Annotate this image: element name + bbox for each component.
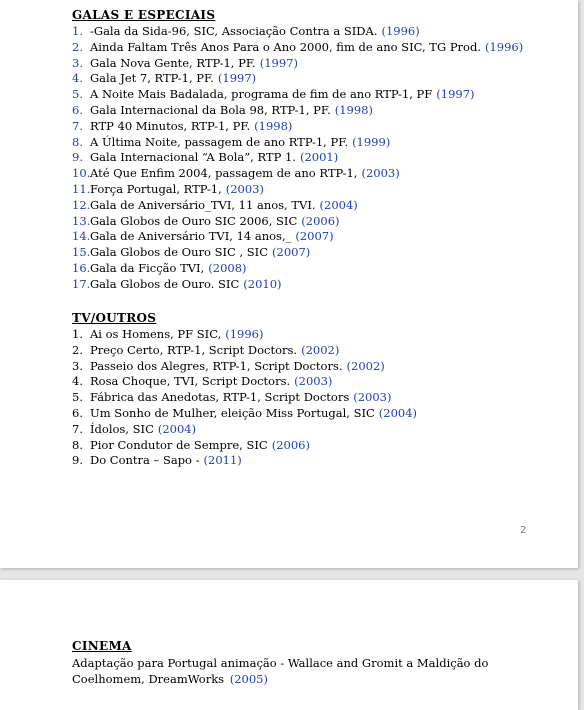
list-item-year: (2002) — [301, 342, 340, 357]
list-item-year: (1996) — [485, 39, 524, 54]
galas-list — [72, 24, 552, 293]
list-number: 14. — [72, 229, 91, 244]
list-item-text: Gala Internacional da Bola 98, RTP-1, PF. — [90, 102, 331, 117]
list-item-year: (2003) — [361, 166, 400, 181]
galas-list-item — [72, 24, 552, 40]
tv-outros-list-item — [72, 327, 552, 343]
list-item-text: A Noite Mais Badalada, programa de fim de ano RTP-1, PF — [90, 87, 433, 102]
list-item-text: Um Sonho de Mulher, eleição Miss Portugal, SIC — [90, 405, 375, 420]
tv-outros-list-item — [72, 438, 552, 454]
list-item-text: Gala Internacional “A Bola”, RTP 1. — [90, 150, 296, 165]
list-item-text: Fábrica das Anedotas, RTP-1, Script Doctors — [90, 390, 350, 405]
list-item-text: Gala Globos de Ouro SIC 2006, SIC — [90, 213, 298, 228]
list-number: 2. — [72, 39, 83, 54]
list-number: 3. — [72, 358, 83, 373]
list-item-text: Ai os Homens, PF SIC, — [90, 327, 222, 341]
tv-outros-list-item — [72, 390, 552, 406]
list-item-text: Rosa Choque, TVI, Script Doctors. — [90, 374, 291, 389]
list-number: 9. — [72, 453, 83, 468]
list-number: 4. — [72, 71, 83, 86]
list-item-year: (1997) — [436, 87, 475, 102]
list-item-text: Pior Condutor de Sempre, SIC — [90, 437, 268, 452]
list-item-year: (1996) — [225, 327, 264, 341]
galas-list-item — [72, 229, 552, 245]
list-item-text: Gala de Aniversário TVI, 14 anos,_ — [90, 229, 292, 244]
list-number: 1. — [72, 24, 83, 38]
list-item-year: (1996) — [381, 24, 420, 38]
galas-list-item — [72, 166, 552, 182]
list-item-text: Ainda Faltam Três Anos Para o Ano 2000, fim de ano SIC, TG Prod. — [90, 39, 481, 54]
list-number: 4. — [72, 374, 83, 389]
list-number: 9. — [72, 150, 83, 165]
list-number: 5. — [72, 87, 83, 102]
list-number: 11. — [72, 181, 91, 196]
list-item-year: (2004) — [378, 405, 418, 420]
list-number: 3. — [72, 55, 83, 70]
tv-outros-list-item — [72, 453, 552, 469]
list-item-year: (2006) — [271, 437, 310, 452]
list-item-year: (2006) — [301, 213, 340, 228]
list-item-text: Gala Globos de Ouro SIC , SIC — [90, 245, 269, 260]
list-item-year: (2011) — [203, 453, 242, 468]
tv-outros-list-item — [72, 343, 552, 359]
list-number: 12. — [72, 197, 91, 212]
list-item-year: (2001) — [299, 150, 339, 165]
list-item-year: (1997) — [259, 55, 298, 70]
list-item-text: Do Contra – Sapo - — [90, 453, 200, 468]
galas-list-item — [72, 103, 552, 119]
tv-outros-list-item — [72, 422, 552, 438]
list-item-year: (2002) — [346, 358, 385, 373]
galas-list-item — [72, 87, 552, 103]
list-number: 13. — [72, 213, 91, 228]
list-item-year: (1997) — [217, 71, 257, 86]
cinema-entry — [72, 655, 542, 687]
list-number: 16. — [72, 260, 91, 275]
galas-list-item — [72, 214, 552, 230]
galas-list-item — [72, 198, 552, 214]
list-item-text: Gala Globos de Ouro. SIC — [90, 276, 240, 291]
list-item-year: (2003) — [353, 390, 392, 405]
list-item-year: (2003) — [225, 181, 264, 196]
list-item-year: (2010) — [243, 276, 282, 291]
list-item-text: A Última Noite, passagem de ano RTP-1, PF. — [90, 134, 349, 149]
list-number: 7. — [72, 421, 83, 436]
list-number: 17. — [72, 276, 91, 291]
list-number: 15. — [72, 245, 91, 260]
list-item-text: Preço Certo, RTP-1, Script Doctors. — [90, 342, 298, 357]
list-item-text: -Gala da Sida-96, SIC, Associação Contra a SIDA. — [90, 24, 378, 38]
list-item-text: Gala Nova Gente, RTP-1, PF. — [90, 55, 256, 70]
galas-list-item — [72, 119, 552, 135]
list-item-year: (2004) — [157, 421, 197, 436]
list-number: 6. — [72, 102, 83, 117]
list-item-text: Gala da Ficção TVI, — [90, 260, 205, 275]
list-item-text: RTP 40 Minutos, RTP-1, PF. — [90, 118, 251, 133]
galas-list-item — [72, 56, 552, 72]
list-item-text: Até Que Enfim 2004, passagem de ano RTP-1, — [90, 166, 358, 181]
cinema-entry-text: Adaptação para Portugal animação - Wallace and Gromit a Maldição do Coelhomem, DreamWorks — [72, 656, 489, 686]
list-number: 2. — [72, 342, 83, 357]
list-number: 8. — [72, 134, 83, 149]
galas-list-item — [72, 277, 552, 293]
galas-list-item — [72, 150, 552, 166]
page-number: 2 — [520, 525, 527, 536]
galas-list-item — [72, 245, 552, 261]
list-item-year: (2003) — [294, 374, 333, 389]
tv-outros-list-item — [72, 359, 552, 375]
list-item-year: (1999) — [352, 134, 391, 149]
list-number: 10. — [72, 166, 91, 181]
galas-list-item — [72, 261, 552, 277]
galas-list-item — [72, 135, 552, 151]
list-item-text: Passeio dos Alegres, RTP-1, Script Doctors. — [90, 358, 343, 373]
list-item-year: (1998) — [254, 118, 293, 133]
cinema-entry-year: (2005) — [229, 672, 268, 686]
list-number: 6. — [72, 405, 83, 420]
list-item-year: (2007) — [272, 245, 311, 260]
galas-list-item — [72, 71, 552, 87]
tv-outros-list-item — [72, 374, 552, 390]
tv-outros-list — [72, 327, 552, 469]
list-item-text: Gala de Aniversário_TVI, 11 anos, TVI. — [90, 197, 316, 212]
galas-heading: GALAS E ESPECIAIS — [72, 8, 216, 22]
list-item-text: Força Portugal, RTP-1, — [90, 181, 222, 196]
list-number: 1. — [72, 327, 83, 341]
tv-outros-heading: TV/OUTROS — [72, 311, 157, 325]
list-item-year: (2007) — [295, 229, 334, 244]
list-item-year: (2004) — [319, 197, 358, 212]
galas-list-item — [72, 40, 552, 56]
list-item-year: (2008) — [208, 260, 247, 275]
list-number: 7. — [72, 118, 83, 133]
list-item-text: Gala Jet 7, RTP-1, PF. — [90, 71, 214, 86]
list-item-text: Ídolos, SIC — [90, 421, 154, 436]
list-item-year: (1998) — [334, 102, 373, 117]
galas-list-item — [72, 182, 552, 198]
list-number: 8. — [72, 437, 83, 452]
list-number: 5. — [72, 390, 83, 405]
document-page-2 — [0, 580, 578, 710]
cinema-heading: CINEMA — [72, 639, 132, 653]
tv-outros-list-item — [72, 406, 552, 422]
